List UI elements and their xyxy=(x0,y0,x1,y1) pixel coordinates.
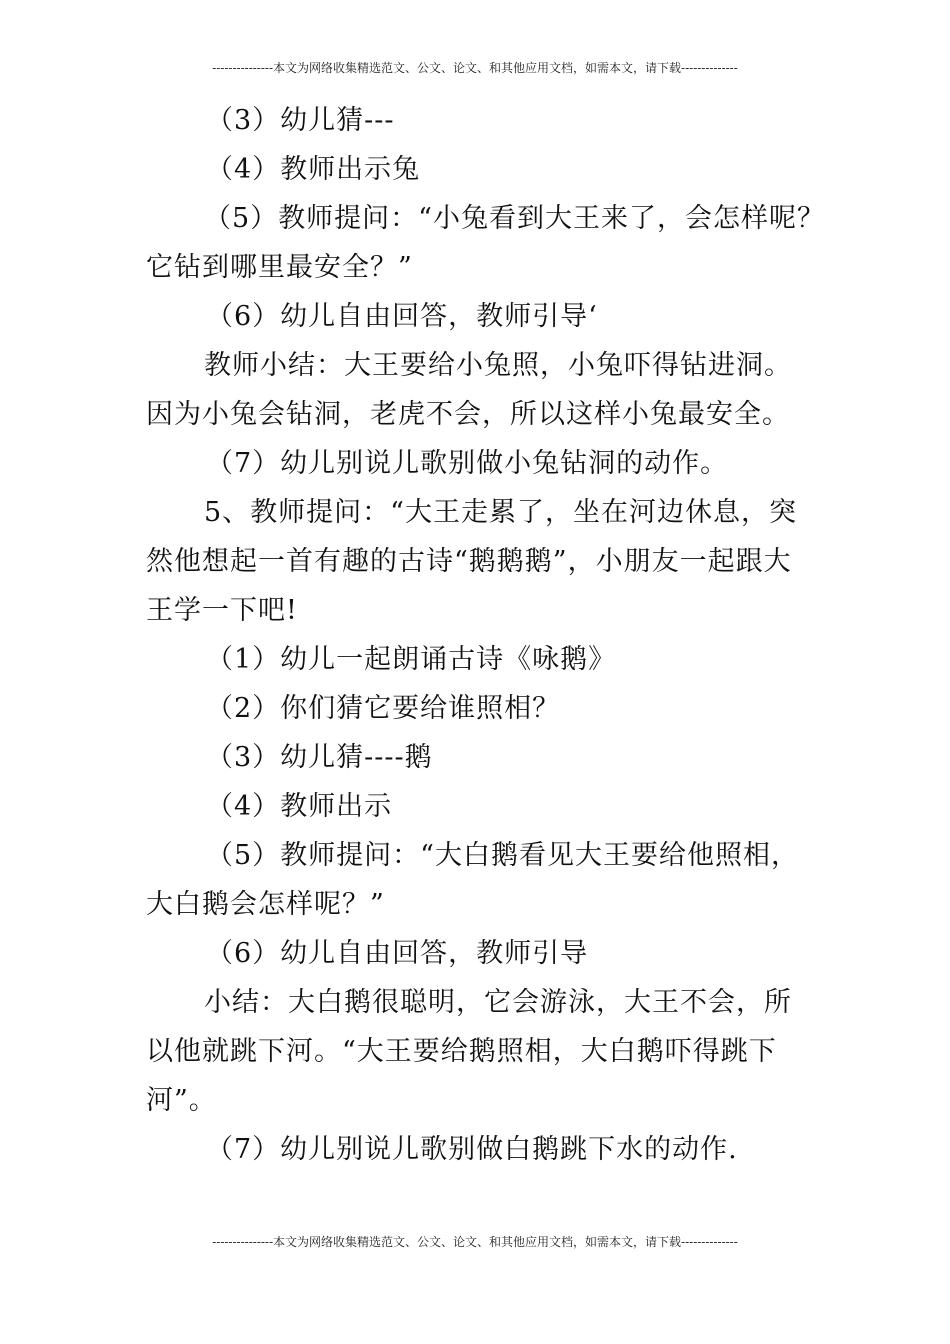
goose-summary: 小结：大白鹅很聪明，它会游泳，大王不会，所 xyxy=(204,987,792,1018)
step-5-question: （5）教师提问：“小兔看到大王来了，会怎样呢？ xyxy=(204,203,825,234)
step-5-goose-question: （5）教师提问：“大白鹅看见大王要给他照相， xyxy=(206,840,799,871)
step-7-goose-action: （7）幼儿别说儿歌别做白鹅跳下水的动作. xyxy=(206,1134,738,1165)
step-4-show-rabbit: （4）教师出示兔 xyxy=(206,154,421,185)
footer-banner: ---------------本文为网络收集精选范文、公文、论文、和其他应用文档，如需本文，请下载-------------- xyxy=(212,1235,738,1249)
step-6-answer: （6）幼儿自由回答，教师引导‘ xyxy=(206,301,598,332)
step-5-question-cont: 它钻到哪里最安全？” xyxy=(146,252,413,283)
document-body xyxy=(146,96,825,1174)
step-5-goose-question-cont: 大白鹅会怎样呢？” xyxy=(146,889,385,920)
goose-summary-cont: 以他就跳下河。“大王要给鹅照相，大白鹅吓得跳下 xyxy=(146,1036,777,1067)
step-1-recite: （1）幼儿一起朗诵古诗《咏鹅》 xyxy=(206,644,617,675)
step-7-action: （7）幼儿别说儿歌别做小兔钻洞的动作。 xyxy=(206,448,729,479)
teacher-summary-cont: 因为小兔会钻洞，老虎不会，所以这样小兔最安全。 xyxy=(146,399,790,430)
step-3-guess: （3）幼儿猜--- xyxy=(206,105,395,136)
header-banner: ---------------本文为网络收集精选范文、公文、论文、和其他应用文档，如需本文，请下载-------------- xyxy=(212,61,738,75)
step-3-guess-goose: （3）幼儿猜----鹅 xyxy=(206,742,433,773)
section-5-question-cont: 然他想起一首有趣的古诗“鹅鹅鹅”，小朋友一起跟大 xyxy=(146,546,792,577)
step-6-goose-answer: （6）幼儿自由回答，教师引导 xyxy=(206,938,589,969)
step-2-guess-who: （2）你们猜它要给谁照相？ xyxy=(206,693,561,724)
section-5-question-end: 王学一下吧! xyxy=(146,595,298,626)
teacher-summary: 教师小结：大王要给小兔照，小兔吓得钻进洞。 xyxy=(204,350,792,381)
step-4-show: （4）教师出示 xyxy=(206,791,393,822)
section-5-question: 5、教师提问：“大王走累了，坐在河边休息，突 xyxy=(204,497,797,528)
goose-summary-end: 河”。 xyxy=(146,1085,217,1116)
